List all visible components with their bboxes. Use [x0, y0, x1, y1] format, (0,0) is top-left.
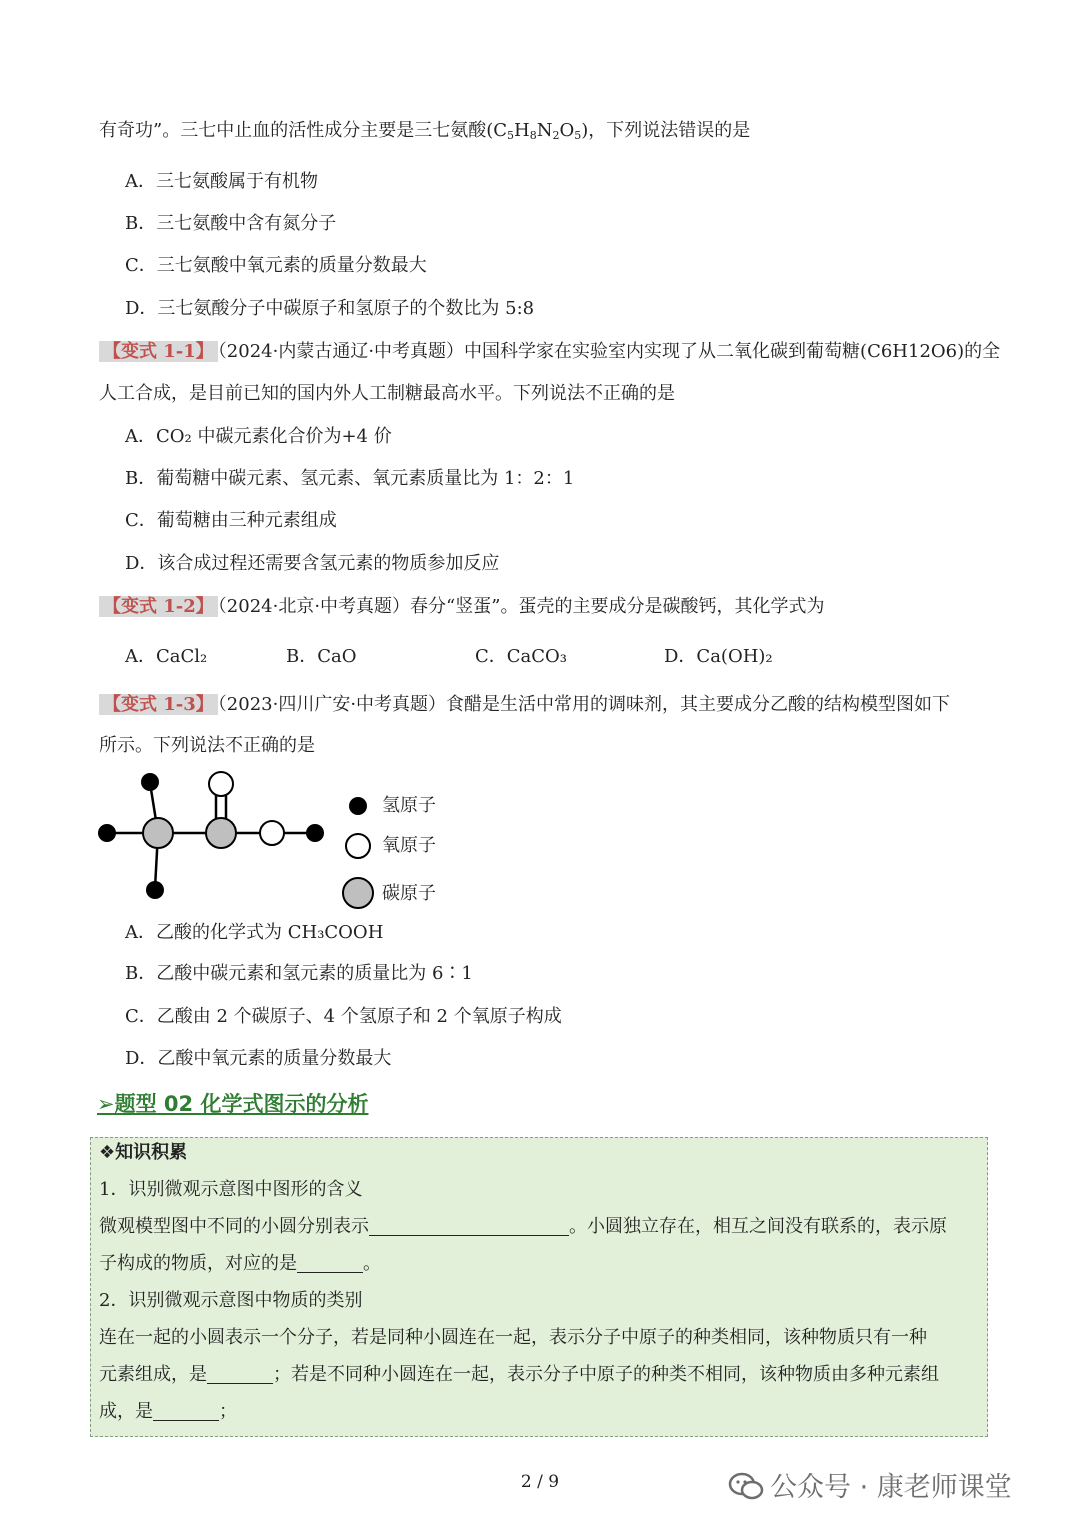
q1-stem [99, 118, 750, 144]
q1-option-b[interactable]: B．三七氨酸中含有氮分子 [125, 213, 337, 234]
v12-option-c[interactable]: C．CaCO₃ [475, 646, 568, 667]
wechat-icon [728, 1472, 764, 1500]
v11-option-d[interactable]: D．该合成过程还需要含氢元素的物质参加反应 [125, 553, 500, 574]
legend-hydrogen-dot [349, 797, 367, 815]
v11-option-a[interactable]: A．CO₂ 中碳元素化合价为+4 价 [125, 426, 392, 447]
knowledge-p1-line1a: 微观模型图中不同的小圆分别表示 [99, 1216, 369, 1237]
knowledge-p2-line2 [99, 1362, 939, 1388]
carbon-atom-1 [143, 818, 173, 848]
section-heading: ➢题型 02 化学式图示的分析 [97, 1092, 369, 1116]
knowledge-p1-line1b: 。小圆独立存在，相互之间没有联系的，表示原 [569, 1216, 947, 1237]
hydrogen-atom-right [306, 824, 324, 842]
v11-text1: （2024·内蒙古通辽·中考真题）中国科学家在实验室内实现了从二氧化碳到葡萄糖(C6H12O6)的全 [217, 341, 1001, 362]
legend-oxygen-label: 氧原子 [382, 835, 436, 856]
v13-option-a[interactable]: A．乙酸的化学式为 CH₃COOH [125, 922, 384, 943]
knowledge-p1-line1 [99, 1214, 947, 1240]
knowledge-p1-line2b: 。 [363, 1253, 381, 1274]
legend-symbols [340, 790, 380, 910]
knowledge-box [90, 1137, 988, 1437]
v12-option-b[interactable]: B．CaO [286, 646, 357, 667]
oxygen-atom-double [209, 772, 233, 796]
q1-option-a[interactable]: A．三七氨酸属于有机物 [125, 171, 318, 192]
hydrogen-atom-bottom [146, 881, 164, 899]
legend-hydrogen-label: 氢原子 [382, 795, 436, 816]
knowledge-p1-line2 [99, 1251, 381, 1277]
knowledge-p2-title: 2．识别微观示意图中物质的类别 [99, 1290, 363, 1311]
v11-line1 [99, 339, 1000, 365]
blank-1[interactable] [369, 1215, 569, 1236]
carbon-atom-2 [206, 818, 236, 848]
v13-text1: （2023·四川广安·中考真题）食醋是生活中常用的调味剂，其主要成分乙酸的结构模型图如下 [217, 694, 951, 715]
v13-option-c[interactable]: C．乙酸由 2 个碳原子、4 个氢原子和 2 个氧原子构成 [125, 1006, 562, 1027]
watermark-text: 公众号 · 康老师课堂 [770, 1472, 1012, 1503]
v11-option-c[interactable]: C．葡萄糖由三种元素组成 [125, 510, 337, 531]
v13-line1 [99, 692, 950, 718]
v13-line2: 所示。下列说法不正确的是 [99, 735, 315, 756]
v11-option-b[interactable]: B．葡萄糖中碳元素、氢元素、氧元素质量比为 1：2：1 [125, 468, 575, 489]
knowledge-p2-line2a: 元素组成，是 [99, 1364, 207, 1385]
v13-option-b[interactable]: B．乙酸中碳元素和氢元素的质量比为 6∶1 [125, 963, 473, 984]
v12-tag: 【变式 1-2】 [99, 596, 218, 617]
knowledge-p2-line3 [99, 1399, 237, 1425]
q1-stem-a: 有奇功”。三七中止血的活性成分主要是三七氨酸 [99, 120, 487, 141]
v11-line2: 人工合成，是目前已知的国内外人工制糖最高水平。下列说法不正确的是 [99, 383, 675, 404]
blank-3[interactable] [207, 1363, 273, 1384]
watermark [728, 1465, 1012, 1504]
knowledge-p2-line3b: ； [219, 1401, 237, 1422]
legend-carbon-label: 碳原子 [382, 883, 436, 904]
legend-carbon-dot [343, 878, 373, 908]
v11-tag: 【变式 1-1】 [99, 341, 218, 362]
page-number: 2 / 9 [520, 1472, 560, 1492]
q1-option-c[interactable]: C．三七氨酸中氧元素的质量分数最大 [125, 255, 427, 276]
q1-stem-b: ，下列说法错误的是 [588, 120, 751, 141]
knowledge-p1-title: 1．识别微观示意图中图形的含义 [99, 1179, 363, 1200]
oxygen-atom-single [260, 821, 284, 845]
v12-line [99, 594, 824, 620]
hydrogen-atom-left [98, 824, 116, 842]
blank-2[interactable] [297, 1252, 363, 1273]
v13-option-d[interactable]: D．乙酸中氧元素的质量分数最大 [125, 1048, 392, 1069]
knowledge-p1-line2a: 子构成的物质，对应的是 [99, 1253, 297, 1274]
blank-4[interactable] [153, 1400, 219, 1421]
v12-text: （2024·北京·中考真题）春分“竖蛋”。蛋壳的主要成分是碳酸钙，其化学式为 [217, 596, 825, 617]
v13-tag: 【变式 1-3】 [99, 694, 218, 715]
knowledge-title: ❖知识积累 [99, 1142, 188, 1163]
knowledge-p2-line3a: 成，是 [99, 1401, 153, 1422]
q1-formula: $(C_5H_8N_2O_5)$ [486, 120, 589, 142]
v12-option-d[interactable]: D．Ca(OH)₂ [664, 646, 773, 667]
v12-option-a[interactable]: A．CaCl₂ [125, 646, 208, 667]
legend-oxygen-dot [346, 834, 370, 858]
knowledge-p2-line2b: ；若是不同种小圆连在一起，表示分子中原子的种类不相同，该种物质由多种元素组 [273, 1364, 939, 1385]
q1-option-d[interactable]: D．三七氨酸分子中碳原子和氢原子的个数比为 5:8 [125, 298, 535, 319]
knowledge-p2-line1: 连在一起的小圆表示一个分子，若是同种小圆连在一起，表示分子中原子的种类相同，该种物质只有一种 [99, 1327, 927, 1348]
hydrogen-atom-top [141, 773, 159, 791]
